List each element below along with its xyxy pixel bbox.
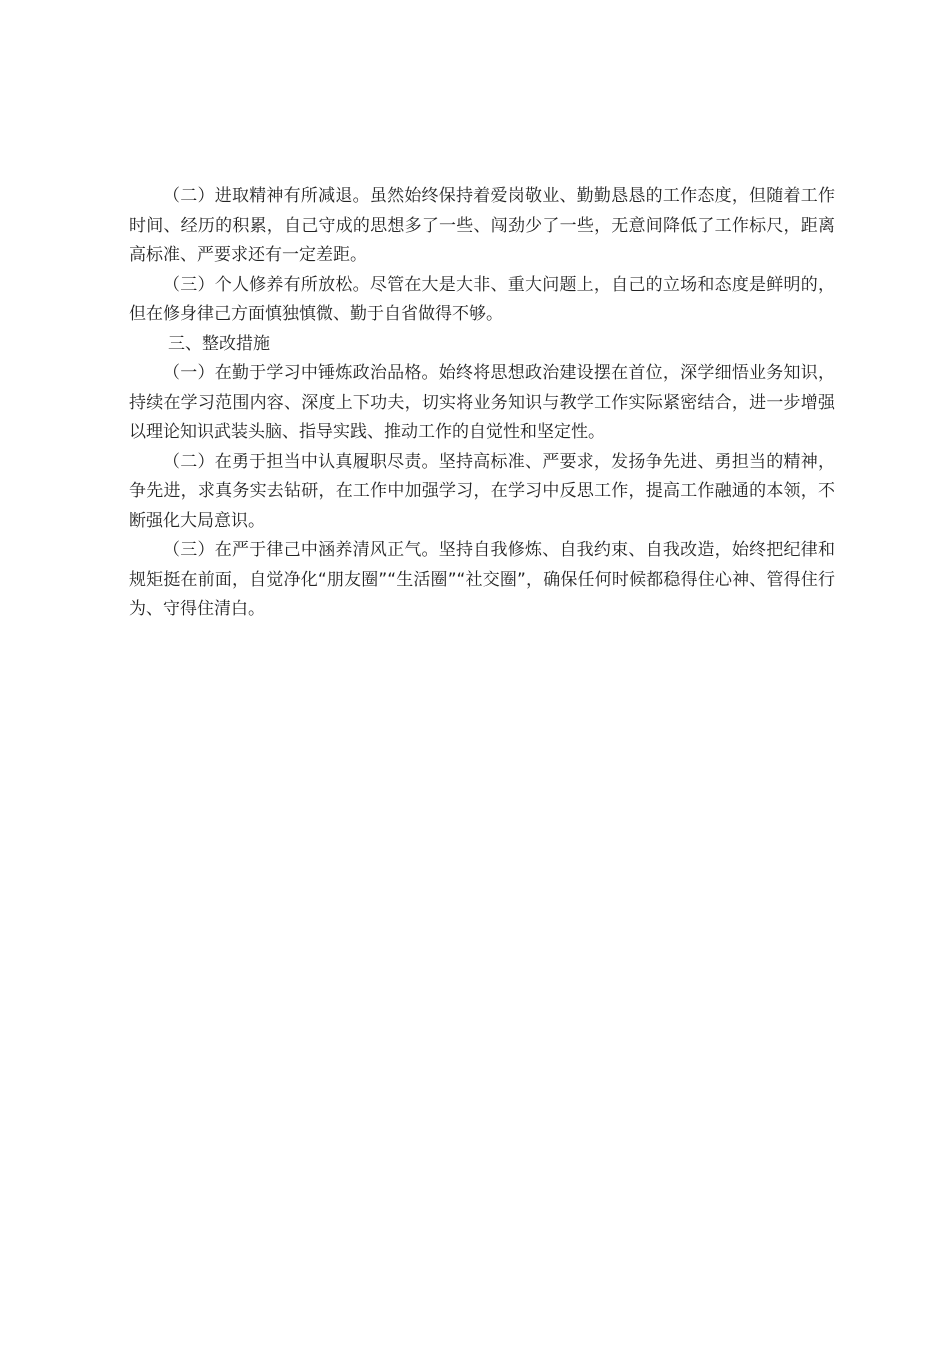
paragraph-3-1: （一）在勤于学习中锤炼政治品格。始终将思想政治建设摆在首位，深学细悟业务知识，持续在学习范围内容、深度上下功夫，切实将业务知识与教学工作实际紧密结合，进一步增强以理论知识武装头脑、指导实践、推动工作的自觉性和坚定性。: [129, 363, 835, 442]
paragraph-3-3: （三）在严于律己中涵养清风正气。坚持自我修炼、自我约束、自我改造，始终把纪律和规矩挺在前面，自觉净化“朋友圈”“生活圈”“社交圈”，确保任何时候都稳得住心神、管得住行为、守得住清白。: [129, 540, 835, 619]
document-body: [129, 182, 835, 625]
section-heading-3: 三、整改措施: [168, 333, 270, 354]
paragraph-3-2: （二）在勇于担当中认真履职尽责。坚持高标准、严要求，发扬争先进、勇担当的精神，争先进，求真务实去钻研，在工作中加强学习，在学习中反思工作，提高工作融通的本领，不断强化大局意识。: [129, 451, 835, 531]
paragraph-2-3: （三）个人修养有所放松。尽管在大是大非、重大问题上，自己的立场和态度是鲜明的，但在修身律己方面慎独慎微、勤于自省做得不够。: [129, 274, 835, 324]
paragraph-2-2: （二）进取精神有所减退。虽然始终保持着爱岗敬业、勤勤恳恳的工作态度，但随着工作时间、经历的积累，自己守成的思想多了一些、闯劲少了一些，无意间降低了工作标尺，距离高标准、严要求还有一定差距。: [129, 186, 835, 265]
